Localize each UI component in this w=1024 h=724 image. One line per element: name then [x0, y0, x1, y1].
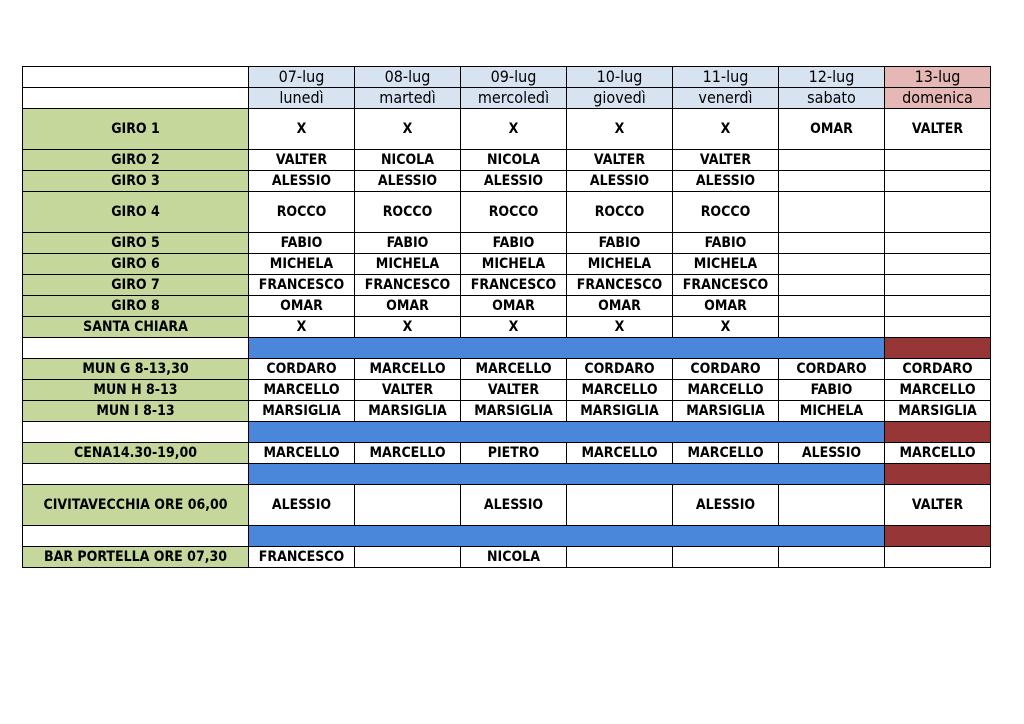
shift-cell: MICHELA — [567, 254, 673, 275]
row-label: MUN G 8-13,30 — [23, 359, 249, 380]
row-label: GIRO 7 — [23, 275, 249, 296]
header-date: 13-lug — [885, 67, 991, 88]
shift-cell — [885, 254, 991, 275]
shift-cell: OMAR — [673, 296, 779, 317]
shift-cell: FABIO — [249, 233, 355, 254]
row-label: MUN I 8-13 — [23, 401, 249, 422]
separator-bar-weekday — [249, 422, 885, 443]
shift-cell — [779, 150, 885, 171]
shift-cell: CORDARO — [779, 359, 885, 380]
schedule-row — [23, 171, 991, 192]
header-day-name: lunedì — [249, 88, 355, 109]
schedule-row — [23, 317, 991, 338]
shift-cell: MARCELLO — [673, 380, 779, 401]
shift-cell — [779, 192, 885, 233]
shift-cell: MARCELLO — [885, 443, 991, 464]
schedule-row — [23, 233, 991, 254]
shift-cell: ALESSIO — [779, 443, 885, 464]
shift-cell: VALTER — [885, 485, 991, 526]
shift-cell: FABIO — [673, 233, 779, 254]
separator-label-cell — [23, 338, 249, 359]
shift-cell: FRANCESCO — [461, 275, 567, 296]
shift-cell — [567, 485, 673, 526]
shift-cell: X — [355, 109, 461, 150]
shift-cell — [779, 485, 885, 526]
shift-cell: X — [567, 109, 673, 150]
shift-cell: FRANCESCO — [355, 275, 461, 296]
shift-cell: ALESSIO — [461, 171, 567, 192]
separator-row — [23, 338, 991, 359]
shift-cell: CORDARO — [673, 359, 779, 380]
shift-cell: X — [249, 317, 355, 338]
shift-cell: OMAR — [355, 296, 461, 317]
shift-cell: FRANCESCO — [673, 275, 779, 296]
row-label: GIRO 6 — [23, 254, 249, 275]
shift-cell: MARCELLO — [461, 359, 567, 380]
header-date: 08-lug — [355, 67, 461, 88]
shift-cell: NICOLA — [461, 547, 567, 568]
header-corner — [23, 67, 249, 88]
schedule-row — [23, 547, 991, 568]
schedule-row — [23, 109, 991, 150]
shift-cell: X — [355, 317, 461, 338]
header-day-name: venerdì — [673, 88, 779, 109]
header-date: 07-lug — [249, 67, 355, 88]
row-label: CENA14.30-19,00 — [23, 443, 249, 464]
shift-cell — [885, 296, 991, 317]
schedule-row — [23, 485, 991, 526]
shift-cell — [779, 254, 885, 275]
shift-cell: NICOLA — [355, 150, 461, 171]
shift-cell: MICHELA — [355, 254, 461, 275]
shift-cell: MARCELLO — [885, 380, 991, 401]
shift-cell: MARSIGLIA — [355, 401, 461, 422]
schedule-row — [23, 192, 991, 233]
schedule-row — [23, 401, 991, 422]
shift-cell: ALESSIO — [673, 485, 779, 526]
shift-cell — [885, 150, 991, 171]
schedule-row — [23, 275, 991, 296]
row-label: CIVITAVECCHIA ORE 06,00 — [23, 485, 249, 526]
shift-cell: NICOLA — [461, 150, 567, 171]
separator-row — [23, 464, 991, 485]
separator-bar-sunday — [885, 526, 991, 547]
shift-cell: X — [461, 317, 567, 338]
shift-cell: FRANCESCO — [567, 275, 673, 296]
shift-cell — [567, 547, 673, 568]
shift-cell: CORDARO — [249, 359, 355, 380]
separator-label-cell — [23, 526, 249, 547]
shift-schedule-table — [22, 66, 991, 568]
shift-cell: ROCCO — [567, 192, 673, 233]
shift-cell — [779, 233, 885, 254]
separator-bar-weekday — [249, 526, 885, 547]
shift-cell: CORDARO — [567, 359, 673, 380]
shift-cell: VALTER — [567, 150, 673, 171]
shift-cell: ALESSIO — [673, 171, 779, 192]
shift-cell: OMAR — [249, 296, 355, 317]
shift-cell: MICHELA — [779, 401, 885, 422]
shift-cell — [355, 547, 461, 568]
shift-cell — [779, 275, 885, 296]
header-row-days — [23, 88, 991, 109]
separator-label-cell — [23, 422, 249, 443]
schedule-body — [23, 67, 991, 568]
shift-cell: ROCCO — [249, 192, 355, 233]
shift-cell: MICHELA — [461, 254, 567, 275]
shift-cell — [779, 171, 885, 192]
shift-cell: VALTER — [885, 109, 991, 150]
shift-cell: X — [673, 109, 779, 150]
shift-cell: ALESSIO — [249, 485, 355, 526]
shift-cell: FABIO — [779, 380, 885, 401]
shift-cell: FABIO — [461, 233, 567, 254]
schedule-row — [23, 443, 991, 464]
shift-cell: MARCELLO — [567, 443, 673, 464]
shift-cell: CORDARO — [885, 359, 991, 380]
shift-cell: X — [567, 317, 673, 338]
shift-cell: X — [673, 317, 779, 338]
separator-bar-weekday — [249, 338, 885, 359]
header-day-name: giovedì — [567, 88, 673, 109]
shift-cell: OMAR — [461, 296, 567, 317]
row-label: GIRO 5 — [23, 233, 249, 254]
header-day-name: martedì — [355, 88, 461, 109]
header-date: 09-lug — [461, 67, 567, 88]
shift-cell: ROCCO — [673, 192, 779, 233]
row-label: BAR PORTELLA ORE 07,30 — [23, 547, 249, 568]
shift-cell: MARCELLO — [249, 380, 355, 401]
shift-cell: X — [461, 109, 567, 150]
row-label: GIRO 4 — [23, 192, 249, 233]
shift-cell: OMAR — [779, 109, 885, 150]
header-day-name: domenica — [885, 88, 991, 109]
shift-cell — [885, 275, 991, 296]
separator-bar-sunday — [885, 422, 991, 443]
shift-cell: FRANCESCO — [249, 275, 355, 296]
separator-row — [23, 526, 991, 547]
schedule-row — [23, 380, 991, 401]
shift-cell: MICHELA — [673, 254, 779, 275]
header-row-dates — [23, 67, 991, 88]
shift-cell: VALTER — [673, 150, 779, 171]
shift-cell: ALESSIO — [461, 485, 567, 526]
header-date: 10-lug — [567, 67, 673, 88]
header-date: 12-lug — [779, 67, 885, 88]
shift-cell: VALTER — [355, 380, 461, 401]
shift-cell: ALESSIO — [355, 171, 461, 192]
shift-cell: MARCELLO — [249, 443, 355, 464]
shift-cell: FABIO — [355, 233, 461, 254]
row-label: SANTA CHIARA — [23, 317, 249, 338]
shift-cell — [779, 547, 885, 568]
separator-bar-sunday — [885, 338, 991, 359]
shift-cell: MARCELLO — [355, 443, 461, 464]
row-label: GIRO 8 — [23, 296, 249, 317]
shift-cell: VALTER — [461, 380, 567, 401]
schedule-row — [23, 296, 991, 317]
header-date: 11-lug — [673, 67, 779, 88]
row-label: GIRO 2 — [23, 150, 249, 171]
header-corner — [23, 88, 249, 109]
schedule-row — [23, 254, 991, 275]
shift-cell: ALESSIO — [567, 171, 673, 192]
separator-bar-weekday — [249, 464, 885, 485]
shift-cell — [885, 547, 991, 568]
row-label: MUN H 8-13 — [23, 380, 249, 401]
shift-cell — [355, 485, 461, 526]
shift-cell: MARSIGLIA — [461, 401, 567, 422]
shift-cell: MARSIGLIA — [673, 401, 779, 422]
shift-cell: MARSIGLIA — [567, 401, 673, 422]
shift-cell: PIETRO — [461, 443, 567, 464]
shift-cell — [673, 547, 779, 568]
shift-cell: MARSIGLIA — [885, 401, 991, 422]
shift-cell — [885, 171, 991, 192]
shift-cell — [885, 233, 991, 254]
shift-cell: MARCELLO — [673, 443, 779, 464]
shift-cell: X — [249, 109, 355, 150]
shift-cell — [885, 192, 991, 233]
shift-cell: VALTER — [249, 150, 355, 171]
shift-cell — [779, 296, 885, 317]
schedule-row — [23, 150, 991, 171]
shift-cell: MICHELA — [249, 254, 355, 275]
shift-cell: FRANCESCO — [249, 547, 355, 568]
separator-label-cell — [23, 464, 249, 485]
separator-row — [23, 422, 991, 443]
shift-cell: MARSIGLIA — [249, 401, 355, 422]
shift-cell — [885, 317, 991, 338]
shift-cell: ALESSIO — [249, 171, 355, 192]
row-label: GIRO 1 — [23, 109, 249, 150]
shift-cell — [779, 317, 885, 338]
shift-cell: ROCCO — [355, 192, 461, 233]
schedule-row — [23, 359, 991, 380]
row-label: GIRO 3 — [23, 171, 249, 192]
header-day-name: sabato — [779, 88, 885, 109]
header-day-name: mercoledì — [461, 88, 567, 109]
shift-cell: FABIO — [567, 233, 673, 254]
shift-cell: MARCELLO — [567, 380, 673, 401]
separator-bar-sunday — [885, 464, 991, 485]
shift-cell: OMAR — [567, 296, 673, 317]
shift-cell: MARCELLO — [355, 359, 461, 380]
shift-cell: ROCCO — [461, 192, 567, 233]
